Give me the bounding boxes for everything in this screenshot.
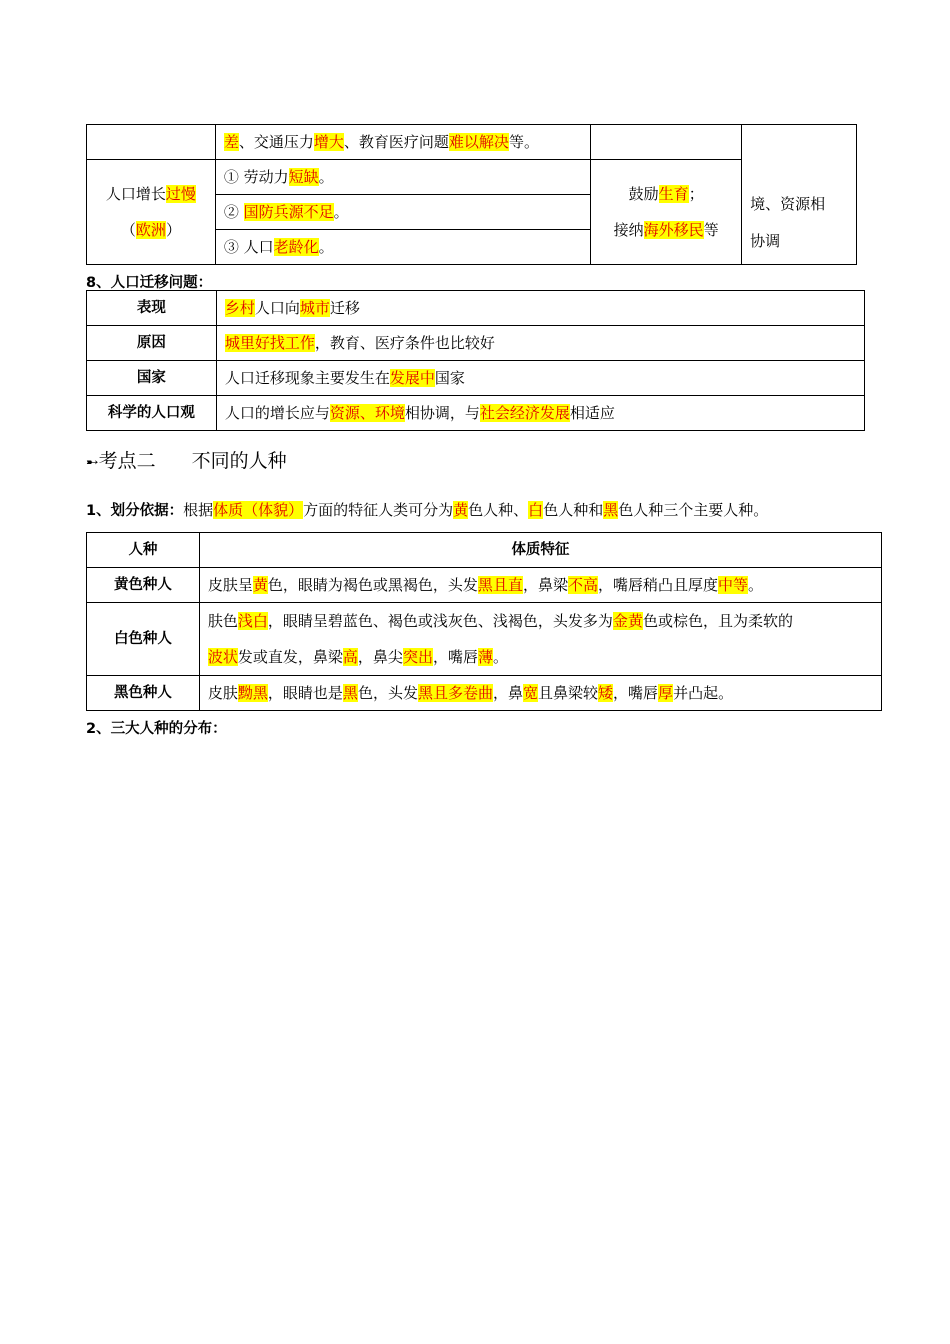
migration-table xyxy=(86,290,865,431)
text-run: ，鼻尖 xyxy=(357,648,403,666)
highlighted-keyword: 差 xyxy=(223,133,239,151)
migration-label: 国家 xyxy=(87,361,217,396)
basis-paragraph xyxy=(86,499,768,520)
races-header-race: 人种 xyxy=(87,533,200,568)
text-run: 鼓励 xyxy=(628,185,659,203)
text-run: 。 xyxy=(748,576,764,594)
highlighted-keyword: 城里好找工作 xyxy=(224,334,315,352)
text-run: 人口迁移现象主要发生在 xyxy=(224,369,390,387)
text-run: 并凸起。 xyxy=(673,684,734,702)
section-label: 考点二 xyxy=(98,450,156,472)
highlighted-keyword: 城市 xyxy=(299,299,330,317)
text-run: ③ 人口 xyxy=(223,238,274,256)
race-name: 黄色种人 xyxy=(87,568,200,603)
slow-problem-3 xyxy=(215,230,590,265)
race-name: 黑色种人 xyxy=(87,676,200,711)
highlighted-keyword: 增大 xyxy=(313,133,344,151)
highlighted-keyword: 社会经济发展 xyxy=(479,404,570,422)
text-run: 迁移 xyxy=(329,299,360,317)
text-run: ，鼻梁 xyxy=(522,576,568,594)
text-run: 皮肤 xyxy=(207,684,238,702)
races-table xyxy=(86,532,882,711)
text-run: 色，头发 xyxy=(357,684,418,702)
slow-growth-label-cell xyxy=(87,160,216,265)
slow-problem-1 xyxy=(215,160,590,195)
text-run: 色人种、 xyxy=(468,501,529,519)
slow-growth-region xyxy=(95,212,207,248)
highlighted-keyword: 乡村 xyxy=(224,299,255,317)
highlighted-keyword: 过慢 xyxy=(165,185,196,203)
text-run: 肤色 xyxy=(207,612,238,630)
table1-last-line-2: 协调 xyxy=(750,232,781,250)
highlighted-keyword: 黑且多卷曲 xyxy=(417,684,493,702)
highlighted-keyword: 体质（体貌） xyxy=(213,501,304,519)
text-run: 人口向 xyxy=(254,299,300,317)
text-run: 、教育医疗问题 xyxy=(343,133,449,151)
text-run: 色，眼睛为褐色或黑褐色，头发 xyxy=(267,576,478,594)
highlighted-keyword: 发展中 xyxy=(389,369,435,387)
text-run: 色人种三个主要人种。 xyxy=(618,501,769,519)
migration-label: 表现 xyxy=(87,291,217,326)
text-run: 根据 xyxy=(183,501,214,519)
text-run: 等。 xyxy=(508,133,539,151)
text-run: ，嘴唇稍凸且厚度 xyxy=(597,576,718,594)
text-run: ，嘴唇 xyxy=(613,684,659,702)
measure-line-1 xyxy=(599,176,733,212)
text-run: 色人种和 xyxy=(543,501,604,519)
highlighted-keyword: 宽 xyxy=(522,684,538,702)
race-traits-line xyxy=(208,682,873,704)
highlighted-keyword: 金黄 xyxy=(612,612,643,630)
highlighted-keyword: 波状 xyxy=(207,648,238,666)
text-run: 。 xyxy=(318,238,334,256)
migration-content xyxy=(216,291,864,326)
migration-heading: 8、人口迁移问题： xyxy=(86,275,213,291)
migration-content xyxy=(216,396,864,431)
highlighted-keyword: 薄 xyxy=(477,648,493,666)
measure-line-2 xyxy=(599,212,733,248)
population-problems-table xyxy=(86,124,857,265)
race-traits xyxy=(199,603,881,676)
text-run: 相协调，与 xyxy=(404,404,480,422)
section-heading xyxy=(86,446,287,473)
text-run: 相适应 xyxy=(569,404,615,422)
table1-top-problem-cell xyxy=(215,125,590,160)
text-run: ，眼睛也是 xyxy=(267,684,343,702)
text-run: 接纳 xyxy=(613,221,644,239)
section-title: 不同的人种 xyxy=(191,450,287,472)
basis-content xyxy=(183,501,768,519)
text-run: ，教育、医疗条件也比较好 xyxy=(314,334,495,352)
text-run: 。 xyxy=(333,203,349,221)
text-run: 且鼻梁较 xyxy=(538,684,599,702)
highlighted-keyword: 黄 xyxy=(252,576,268,594)
migration-label: 原因 xyxy=(87,326,217,361)
race-traits-line xyxy=(208,603,873,639)
text-run: 皮肤呈 xyxy=(207,576,253,594)
table1-empty-cell xyxy=(87,125,216,160)
text-run: ） xyxy=(165,221,181,239)
text-run: 色或棕色，且为柔软的 xyxy=(642,612,793,630)
highlighted-keyword: 欧洲 xyxy=(135,221,166,239)
text-run: 发或直发，鼻梁 xyxy=(237,648,343,666)
highlighted-keyword: 矮 xyxy=(598,684,614,702)
table1-last-col-cell xyxy=(742,125,857,265)
highlighted-keyword: 生育 xyxy=(658,185,689,203)
race-traits-line xyxy=(208,574,873,596)
highlighted-keyword: 难以解决 xyxy=(448,133,509,151)
migration-content xyxy=(216,326,864,361)
text-run: 。 xyxy=(318,168,334,186)
text-run: 国家 xyxy=(434,369,465,387)
highlighted-keyword: 短缺 xyxy=(288,168,319,186)
arrow-icon: ➸ xyxy=(86,453,99,471)
basis-prefix: 1、划分依据： xyxy=(86,503,184,519)
race-traits xyxy=(199,676,881,711)
migration-content xyxy=(216,361,864,396)
highlighted-keyword: 白 xyxy=(528,501,544,519)
highlighted-keyword: 高 xyxy=(342,648,358,666)
highlighted-keyword: 资源、环境 xyxy=(329,404,405,422)
slow-growth-label xyxy=(95,176,207,212)
highlighted-keyword: 中等 xyxy=(717,576,748,594)
race-name: 白色种人 xyxy=(87,603,200,676)
text-run: 人口增长 xyxy=(105,185,166,203)
highlighted-keyword: 海外移民 xyxy=(643,221,704,239)
highlighted-keyword: 黑 xyxy=(603,501,619,519)
table1-empty-cell xyxy=(591,125,742,160)
highlighted-keyword: 黝黑 xyxy=(237,684,268,702)
text-run: ，鼻 xyxy=(492,684,523,702)
text-run: 、交通压力 xyxy=(238,133,314,151)
highlighted-keyword: 不高 xyxy=(567,576,598,594)
highlighted-keyword: 黑 xyxy=(342,684,358,702)
text-run: ； xyxy=(688,185,704,203)
table1-last-line-1: 境、资源相 xyxy=(750,195,826,213)
text-run: 方面的特征人类可分为 xyxy=(303,501,454,519)
text-run: ，嘴唇 xyxy=(432,648,478,666)
highlighted-keyword: 黄 xyxy=(453,501,469,519)
text-run: （ xyxy=(120,221,136,239)
text-run: 人口的增长应与 xyxy=(224,404,330,422)
highlighted-keyword: 国防兵源不足 xyxy=(243,203,334,221)
slow-problem-2 xyxy=(215,195,590,230)
race-traits-line xyxy=(208,639,873,675)
text-run: 等 xyxy=(703,221,719,239)
highlighted-keyword: 黑且直 xyxy=(477,576,523,594)
highlighted-keyword: 浅白 xyxy=(237,612,268,630)
text-run: ② xyxy=(223,203,244,221)
highlighted-keyword: 厚 xyxy=(658,684,674,702)
slow-growth-measures-cell xyxy=(591,160,742,265)
highlighted-keyword: 老龄化 xyxy=(273,238,319,256)
race-traits xyxy=(199,568,881,603)
text-run: ，眼睛呈碧蓝色、褐色或浅灰色、浅褐色，头发多为 xyxy=(267,612,613,630)
text-run: 。 xyxy=(492,648,508,666)
races-header-traits: 体质特征 xyxy=(199,533,881,568)
text-run: ① 劳动力 xyxy=(223,168,289,186)
migration-label: 科学的人口观 xyxy=(87,396,217,431)
highlighted-keyword: 突出 xyxy=(402,648,433,666)
distribution-heading: 2、三大人种的分布： xyxy=(86,721,227,737)
